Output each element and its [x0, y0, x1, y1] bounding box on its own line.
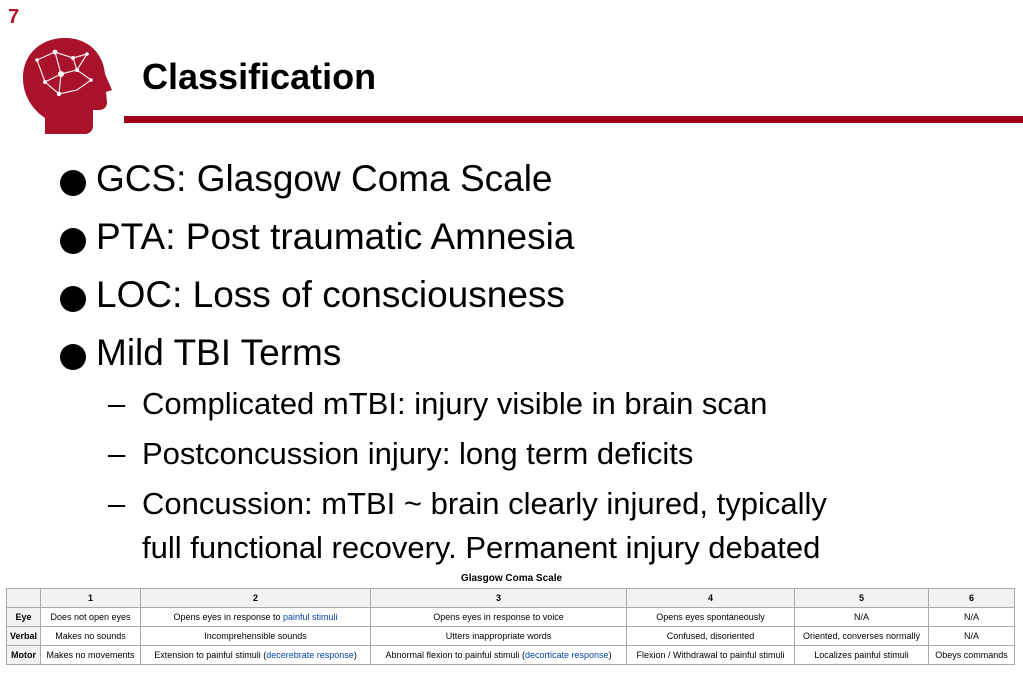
- table-row-verbal: [7, 627, 1015, 646]
- sub-bullet-text: Postconcussion injury: long term deficits: [142, 436, 694, 471]
- table-cell: Oriented, converses normally: [795, 627, 929, 646]
- table-cell: Makes no sounds: [41, 627, 141, 646]
- cell-text: ): [608, 650, 612, 660]
- table-row-motor: [7, 646, 1015, 665]
- table-cell: [371, 646, 627, 665]
- table-row-eye: [7, 608, 1015, 627]
- table-cell: N/A: [795, 608, 929, 627]
- sub-bullet-item: [60, 482, 1000, 526]
- dash-marker: –: [108, 436, 126, 471]
- bullet-dot-icon: [60, 344, 86, 370]
- bullet-item: [60, 266, 1000, 324]
- sub-bullet-text: Complicated mTBI: injury visible in brain scan: [142, 386, 768, 421]
- sub-bullet-item: [60, 382, 1000, 426]
- table-cell: [141, 646, 371, 665]
- bullet-item: [60, 324, 1000, 382]
- bullet-dot-icon: [60, 228, 86, 254]
- bullet-text: Mild TBI Terms: [96, 332, 342, 373]
- table-cell: Incomprehensible sounds: [141, 627, 371, 646]
- bullet-text: GCS: Glasgow Coma Scale: [96, 158, 553, 199]
- row-label: Verbal: [7, 627, 41, 646]
- bullet-dot-icon: [60, 286, 86, 312]
- sub-bullet-item: [60, 432, 1000, 476]
- row-label: Eye: [7, 608, 41, 627]
- table-cell: Confused, disoriented: [627, 627, 795, 646]
- table-cell: Opens eyes in response to voice: [371, 608, 627, 627]
- dash-marker: –: [108, 386, 126, 421]
- decorticate-response-link[interactable]: decorticate response: [525, 650, 609, 660]
- table-cell: Opens eyes spontaneously: [627, 608, 795, 627]
- bullet-text: LOC: Loss of consciousness: [96, 274, 565, 315]
- decerebrate-response-link[interactable]: decerebrate response: [266, 650, 354, 660]
- bullet-list: [60, 150, 1000, 570]
- table-cell: [141, 608, 371, 627]
- slide-number: 7: [8, 6, 20, 28]
- slide-title: Classification: [142, 56, 377, 97]
- header-cell: 2: [141, 589, 371, 608]
- header-cell: 4: [627, 589, 795, 608]
- table-header-row: [7, 589, 1015, 608]
- cell-text: ): [353, 650, 357, 660]
- table-cell: Localizes painful stimuli: [795, 646, 929, 665]
- title-divider: [124, 116, 1023, 123]
- row-label: Motor: [7, 646, 41, 665]
- header-cell: [7, 589, 41, 608]
- dash-marker: –: [108, 486, 126, 521]
- header-cell: 1: [41, 589, 141, 608]
- table-cell: Obeys commands: [929, 646, 1015, 665]
- table-caption: Glasgow Coma Scale: [460, 573, 563, 584]
- sub-bullet-text: full functional recovery. Permanent injury debated: [142, 530, 821, 565]
- bullet-item: [60, 150, 1000, 208]
- painful-stimuli-link[interactable]: painful stimuli: [283, 612, 338, 622]
- table-cell: Utters inappropriate words: [371, 627, 627, 646]
- bullet-item: [60, 208, 1000, 266]
- brain-head-logo: [15, 30, 115, 138]
- cell-text: Opens eyes in response to: [173, 612, 284, 622]
- sub-bullet-text: Concussion: mTBI ~ brain clearly injured, typically: [142, 486, 827, 521]
- bullet-text: PTA: Post traumatic Amnesia: [96, 216, 575, 257]
- bullet-dot-icon: [60, 170, 86, 196]
- header-cell: 5: [795, 589, 929, 608]
- table-cell: N/A: [929, 627, 1015, 646]
- table-cell: Flexion / Withdrawal to painful stimuli: [627, 646, 795, 665]
- sub-bullet-continuation: [60, 526, 1000, 570]
- cell-text: Abnormal flexion to painful stimuli (: [385, 650, 525, 660]
- table-cell: Does not open eyes: [41, 608, 141, 627]
- glasgow-coma-scale-table: [6, 588, 1015, 665]
- table-cell: Makes no movements: [41, 646, 141, 665]
- header-cell: 3: [371, 589, 627, 608]
- table-cell: N/A: [929, 608, 1015, 627]
- header-cell: 6: [929, 589, 1015, 608]
- cell-text: Extension to painful stimuli (: [154, 650, 267, 660]
